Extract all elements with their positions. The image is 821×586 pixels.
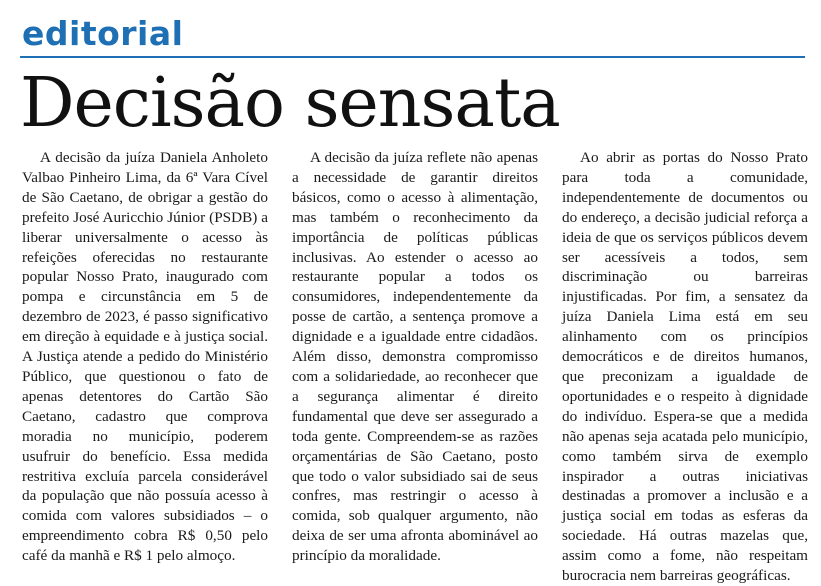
section-rule (20, 56, 805, 58)
section-label: editorial (22, 14, 184, 53)
column-3 (562, 148, 808, 585)
article-body (22, 148, 808, 585)
headline: Decisão sensata (20, 64, 560, 143)
paragraph-1: A decisão da juíza Daniela Anholeto Valbao Pinheiro Lima, da 6ª Vara Cível de São Caetano, de obrigar a gestão do prefeito José Auricchio Júnior (PSDB) a liberar universalmente o acesso às refeições oferecidas no restaurante popular Nosso Prato, inaugurado com pompa e circunstância em 5 de dezembro de 2023, é passo significativo em direção à equidade e à justiça social. A Justiça atende a pedido do Ministério Público, que questionou o fato de apenas detentores do Cartão São Caetano, cadastro que comprova moradia no município, poderem usufruir do benefício. Essa medida restritiva excluía parcela considerável da população que não possuía acesso à comida com valores subsidiados – o empreendimento cobra R$ 0,50 pelo café da manhã e R$ 1 pelo almoço. (22, 149, 268, 565)
paragraph-3: Ao abrir as portas do Nosso Prato para toda a comunidade, independentemente de documentos ou do endereço, a decisão judicial reforça a ideia de que os serviços públicos devem ser acessíveis a todos, sem discriminação ou barreiras injustificadas. Por fim, a sensatez da juíza Daniela Lima está em seu alinhamento com os princípios democráticos e de direitos humanos, que preconizam a igualdade de oportunidades e o respeito à dignidade do indivíduo. Espera-se que a medida não apenas seja acatada pelo município, como também sirva de exemplo inspirador a outras iniciativas destinadas a promover a inclusão e a justiça social em todas as esferas da sociedade. Há outras mazelas que, assim como a fome, não respeitam burocracia nem barreiras geográficas. (562, 149, 808, 585)
paragraph-2: A decisão da juíza reflete não apenas a necessidade de garantir direitos básicos, como o acesso à alimentação, mas também o reconhecimento da importância de políticas públicas inclusivas. Ao estender o acesso ao restaurante popular a todos os consumidores, independentemente da posse de cartão, a sentença promove a dignidade e a igualdade entre cidadãos. Além disso, demonstra compromisso com a solidariedade, ao reconhecer que a segurança alimentar é direito fundamental que deve ser assegurado a toda gente. Compreendem-se as razões orçamentárias de São Caetano, posto que todo o valor subsidiado sai de seus confres, mas restringir o acesso à comida, sob qualquer argumento, não deixa de ser uma afronta abominável ao princípio da moralidade. (292, 149, 538, 565)
column-1 (22, 148, 268, 565)
column-2 (292, 148, 538, 565)
